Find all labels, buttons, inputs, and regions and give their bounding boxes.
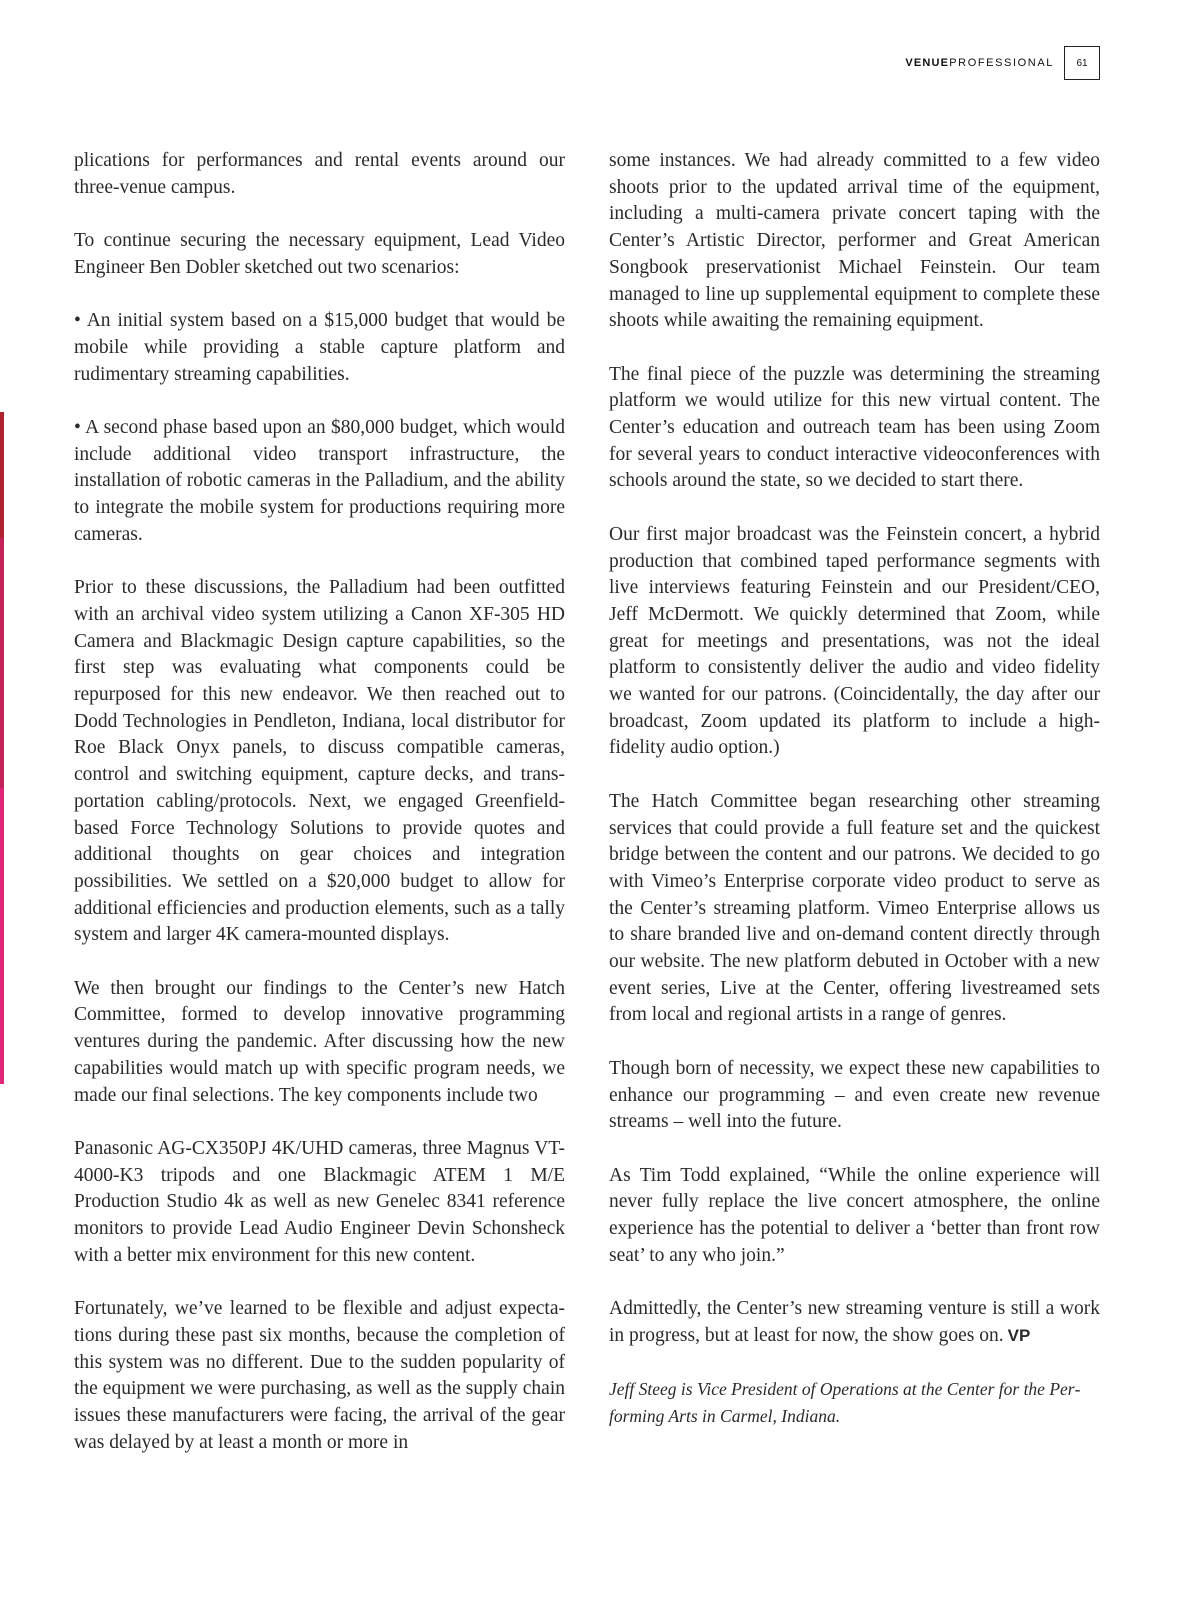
closing-text: Admittedly, the Center’s new streaming venture is still a work in progress, but at least for now, the show goes on. <box>609 1298 1100 1346</box>
bullet-item: • An initial system based on a $15,000 budget that would be mobile while providing a stable capture platform and rudimentary streaming capabilities. <box>74 310 565 385</box>
paragraph: Prior to these discussions, the Palladium had been outfitted with an archival video system utilizing a Canon XF-305 HD Camera and Blackmagic Design capture capabilities, so the first step was evaluating what components could be repurposed for this new endeavor. We then reached out to Dodd Technologies in Pendleton, Indiana, local distributor for Roe Black Onyx panels, to discuss compatible cameras, control and switching equipment, capture decks, and transportation cabling/protocols. Next, we engaged Greenfield-based Force Technology Solutions to provide quotes and additional thoughts on gear choices and integration possibilities. We settled on a $20,000 budget to allow for additional efficiencies and production elements, such as a tally system and larger 4K camera-mounted displays. <box>74 577 565 946</box>
paragraph: plications for performances and rental events around our three-venue campus. <box>74 150 565 198</box>
paragraph: The Hatch Committee began researching other streaming services that could provide a full feature set and the quickest bridge between the content and our patrons. We decided to go with Vimeo’s Enterprise corporate video product to serve as the Center’s streaming platform. Vimeo Enterprise allows us to share branded live and on-demand content directly through our website. The new platform debuted in October with a new event series, Live at the Center, offering livestreamed sets from local and regional artists in a range of genres. <box>609 790 1100 1026</box>
paragraph: Though born of necessity, we expect these new capabilities to enhance our programming – and even create new revenue streams – well into the future. <box>609 1057 1100 1133</box>
magazine-brand <box>905 57 1054 69</box>
page-number: 61 <box>1064 46 1100 80</box>
author-byline: Jeff Steeg is Vice President of Operations at the Center for the Performing Arts in Carmel, Indiana. <box>609 1379 1081 1426</box>
closing-paragraph <box>609 1296 1100 1349</box>
edge-color-stripe-top <box>0 412 4 538</box>
paragraph: The final piece of the puzzle was determining the streaming platform we would utilize for this new virtual content. The Center’s education and outreach team has been using Zoom for several years to conduct interactive videoconferences with schools around the state, so we decided to start there. <box>609 363 1100 492</box>
paragraph: We then brought our findings to the Center’s new Hatch Committee, formed to develop innovative programming ventures during the pandemic. After discussing how the new capabilities would match up with specific program needs, we made our final selections. The key components include two <box>74 977 565 1106</box>
edge-color-stripe-bottom <box>0 788 4 1084</box>
page-header <box>905 46 1100 80</box>
left-column <box>74 148 565 1483</box>
paragraph: To continue securing the necessary equipment, Lead Video Engineer Ben Dobler sketched out two scenarios: <box>74 230 565 278</box>
edge-color-stripe-middle <box>0 538 4 788</box>
right-column <box>609 148 1100 1456</box>
brand-professional: PROFESSIONAL <box>949 57 1054 69</box>
paragraph: Our first major broadcast was the Feinstein concert, a hybrid production that combined taped performance segments with live interviews featuring Feinstein and our President/CEO, Jeff McDermott. We quickly determined that Zoom, while great for meetings and presentations, was not the ideal platform to consistently deliver the audio and video fidelity we wanted for our patrons. (Coincidentally, the day after our broadcast, Zoom updated its platform to include a high-fidelity audio option.) <box>609 523 1100 759</box>
paragraph: Fortunately, we’ve learned to be flexible and adjust expectations during these past six months, because the completion of this system was no different. Due to the sudden popularity of the equipment we were purchasing, as well as the supply chain issues these manufacturers were facing, the arrival of the gear was delayed by at least a month or more in <box>74 1298 565 1453</box>
bullet-item: • A second phase based upon an $80,000 budget, which would include additional video transport infrastructure, the installation of robotic cameras in the Palladium, and the ability to integrate the mobile system for productions requiring more cameras. <box>74 416 565 545</box>
paragraph: As Tim Todd explained, “While the online experience will never fully replace the live concert atmosphere, the online experience has the potential to deliver a ‘better than front row seat’ to any who join.” <box>609 1164 1100 1266</box>
brand-venue: VENUE <box>905 57 950 69</box>
end-mark: VP <box>1007 1325 1031 1345</box>
paragraph: Panasonic AG-CX350PJ 4K/UHD cameras, three Magnus VT-4000-K3 tripods and one Blackmagic ATEM 1 M/E Production Studio 4k as well as new Genelec 8341 reference monitors to provide Lead Audio Engineer Devin Schonsheck with a better mix environment for this new content. <box>74 1137 565 1266</box>
paragraph: some instances. We had already committed to a few video shoots prior to the updated arrival time of the equipment, including a multi-camera private concert taping with the Center’s Artistic Director, performer and Great American Songbook preservationist Michael Feinstein. Our team managed to line up supplemental equipment to complete these shoots while awaiting the remaining equipment. <box>609 150 1100 332</box>
